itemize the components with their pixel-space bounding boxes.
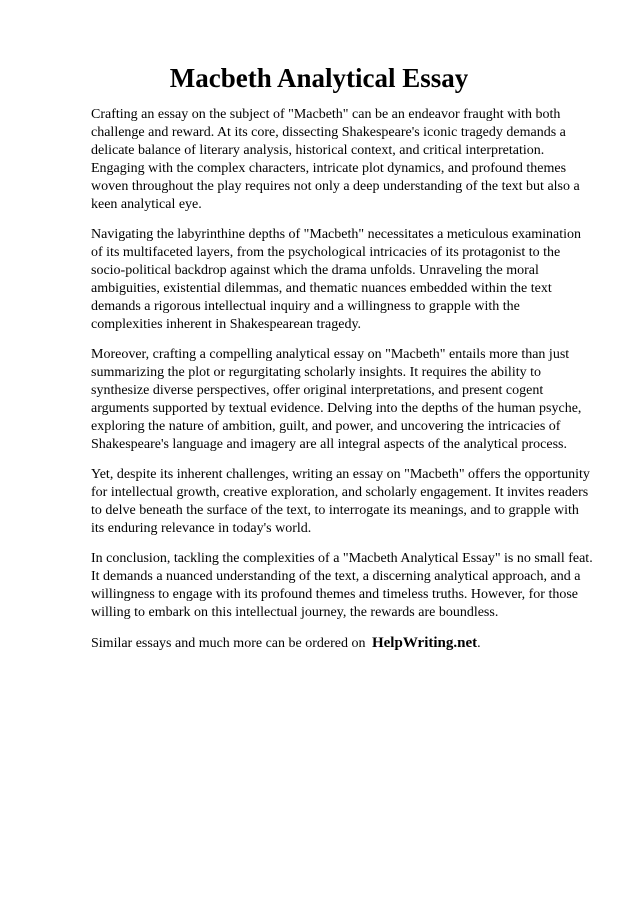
paragraph-5: In conclusion, tackling the complexities of a "Macbeth Analytical Essay" is no small feat. It demands a nuanced understanding of the text, a discerning analytical approach, and a willingness to engage with its profound themes and timeless truths. However, for those willing to embark on this intellectual journey, the rewards are boundless.: [91, 551, 593, 620]
closing-line: [91, 634, 594, 653]
closing-text: Similar essays and much more can be ordered on: [91, 636, 366, 651]
paragraph-3: Moreover, crafting a compelling analytical essay on "Macbeth" entails more than just summarizing the plot or regurgitating scholarly insights. It requires the ability to synthesize diverse perspectives, offer original interpretations, and present cogent arguments supported by textual evidence. Delving into the depths of the human psyche, exploring the nature of ambition, guilt, and power, and uncovering the intricacies of Shakespeare's language and imagery are all integral aspects of the analytical process.: [91, 347, 582, 452]
closing-period: .: [477, 636, 481, 651]
paragraph-1: Crafting an essay on the subject of "Macbeth" can be an endeavor fraught with both challenge and reward. At its core, dissecting Shakespeare's iconic tragedy demands a delicate balance of literary analysis, historical context, and critical interpretation. Engaging with the complex characters, intricate plot dynamics, and profound themes woven throughout the play requires not only a deep understanding of the text but also a keen analytical eye.: [91, 107, 580, 212]
paragraph-4: Yet, despite its inherent challenges, writing an essay on "Macbeth" offers the opportunity for intellectual growth, creative exploration, and scholarly engagement. It invites readers to delve beneath the surface of the text, to interrogate its meanings, and to grapple with its enduring relevance in today's world.: [91, 467, 590, 536]
brand-name: HelpWriting.net: [371, 635, 478, 651]
document-title: Macbeth Analytical Essay: [169, 63, 469, 93]
paragraph-2: Navigating the labyrinthine depths of "Macbeth" necessitates a meticulous examination of its multifaceted layers, from the psychological intricacies of its protagonist to the socio-political backdrop against which the drama unfolds. Unraveling the moral ambiguities, existential dilemmas, and thematic nuances embedded within the text demands a rigorous intellectual inquiry and a willingness to grapple with the complexities inherent in Shakespearean tragedy.: [91, 227, 582, 332]
